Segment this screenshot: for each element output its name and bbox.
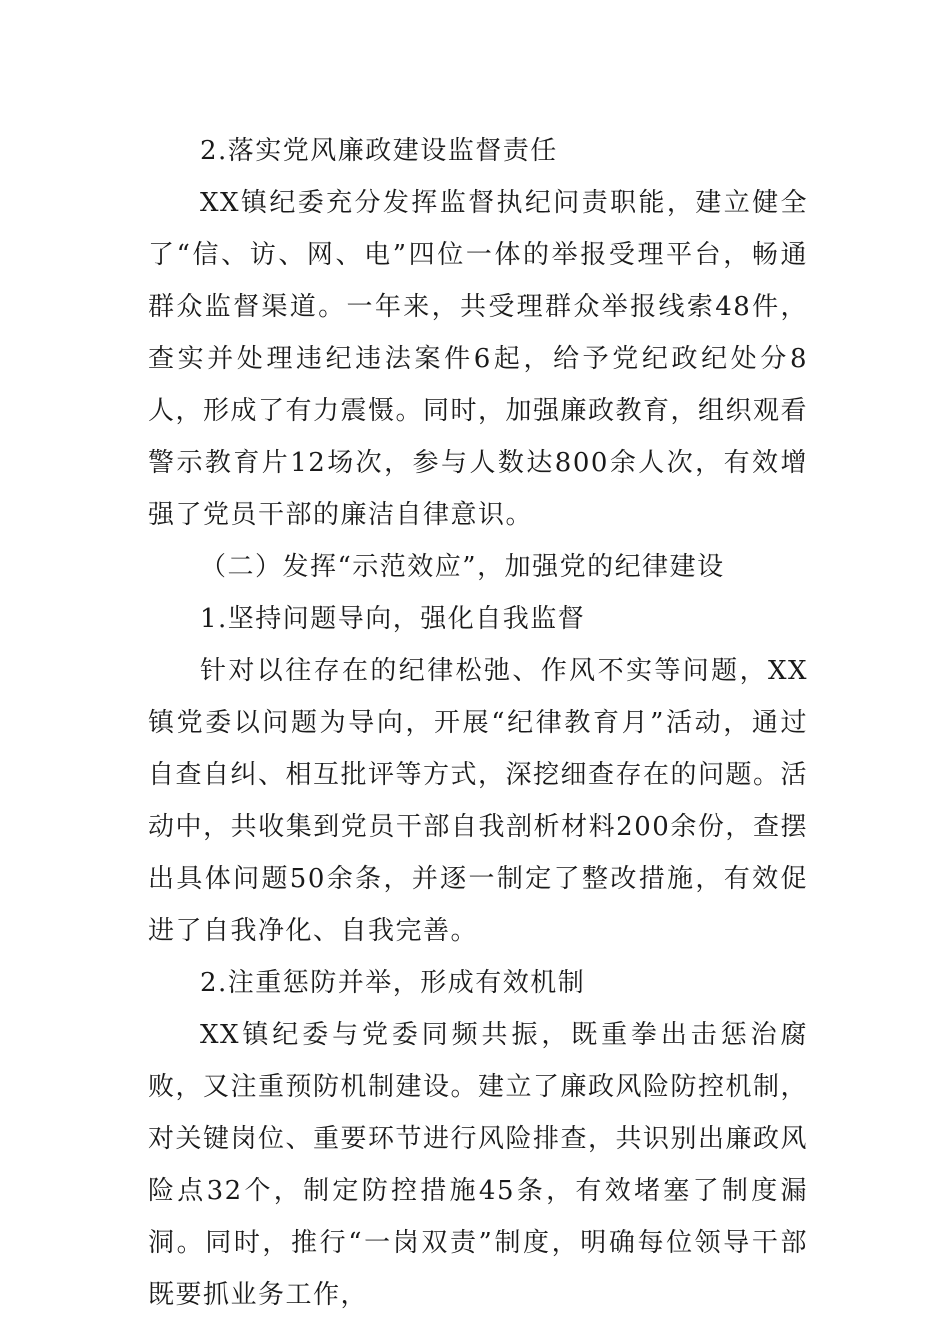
paragraph-reporting-platform: XX镇纪委充分发挥监督执纪问责职能，建立健全了“信、访、网、电”四位一体的举报受理平台，畅通群众监督渠道。一年来，共受理群众举报线索48件，查实并处理违纪违法案件6起，给予党纪政纪处分8人，形成了有力震慑。同时，加强廉政教育，组织观看警示教育片12场次，参与人数达800余人次，有效增强了党员干部的廉洁自律意识。 [148, 188, 809, 530]
paragraph-risk-control-mechanism: XX镇纪委与党委同频共振，既重拳出击惩治腐败，又注重预防机制建设。建立了廉政风险防控机制，对关键岗位、重要环节进行风险排查，共识别出廉政风险点32个，制定防控措施45条，有效堵塞了制度漏洞。同时，推行“一岗双责”制度，明确每位领导干部既要抓业务工作， [148, 1020, 809, 1310]
paragraph-discipline-education-month: 针对以往存在的纪律松弛、作风不实等问题，XX镇党委以问题为导向，开展“纪律教育月”活动，通过自查自纠、相互批评等方式，深挖细查存在的问题。活动中，共收集到党员干部自我剖析材料200余份，查摆出具体问题50余条，并逐一制定了整改措施，有效促进了自我净化、自我完善。 [148, 656, 809, 946]
subheading-supervision-responsibility: 2.落实党风廉政建设监督责任 [200, 136, 558, 166]
subheading-punishment-prevention: 2.注重惩防并举，形成有效机制 [200, 968, 586, 998]
subheading-problem-oriented: 1.坚持问题导向，强化自我监督 [200, 604, 586, 634]
section-heading-discipline-building: （二）发挥“示范效应”，加强党的纪律建设 [200, 552, 725, 582]
document-body [148, 125, 808, 1321]
